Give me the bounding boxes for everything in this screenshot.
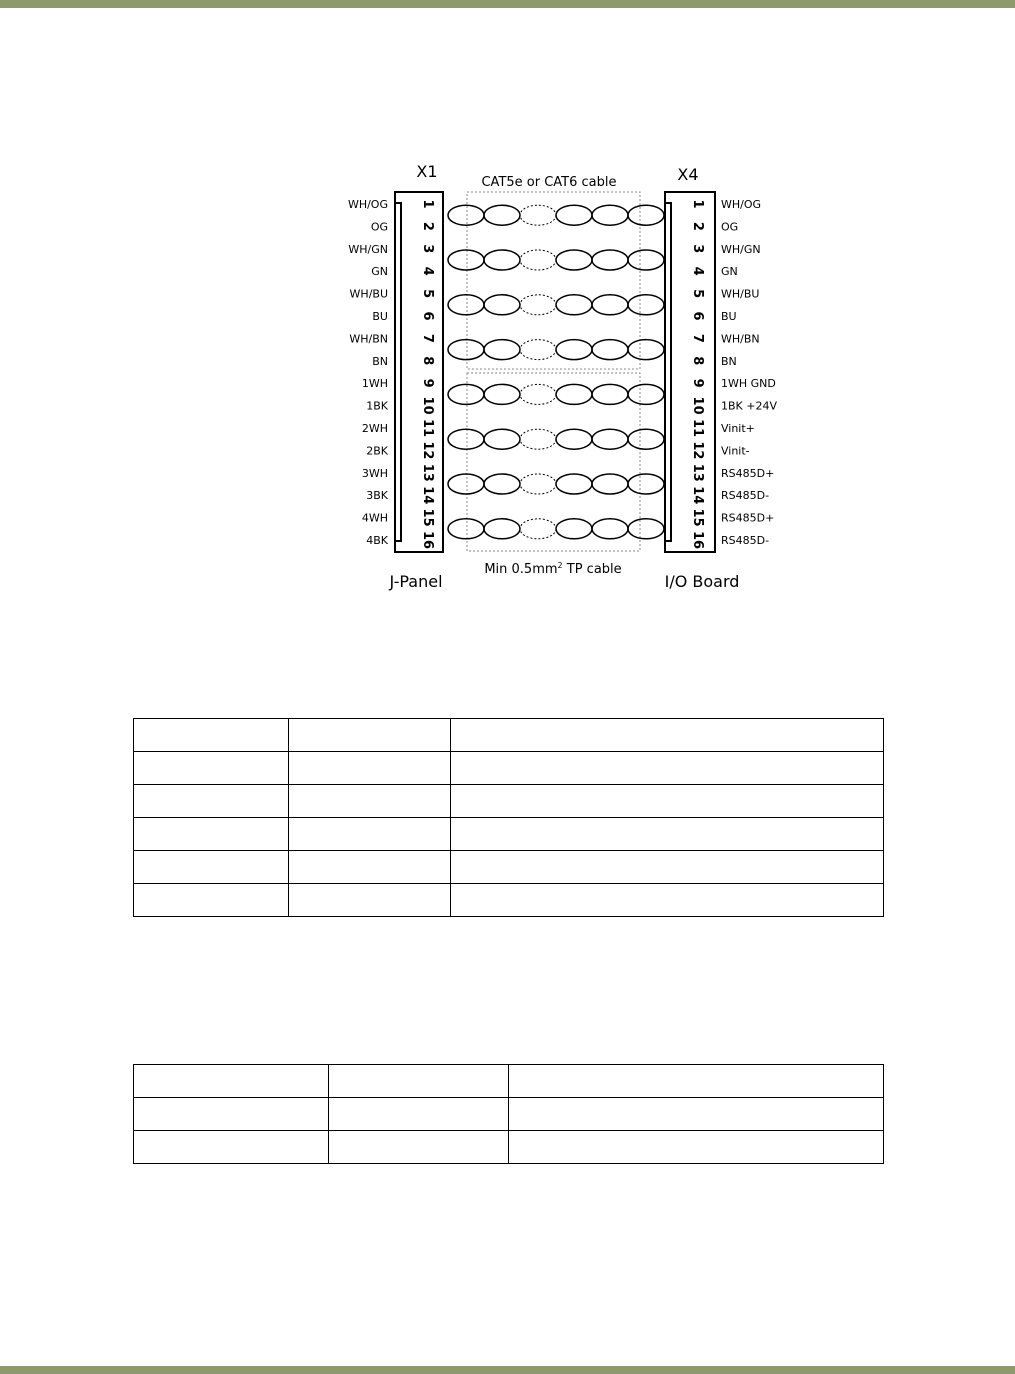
twist-loop (592, 519, 628, 539)
cable-top-label: CAT5e or CAT6 cable (481, 175, 617, 190)
left-pin-number: 10 (420, 396, 435, 415)
table-cell (134, 818, 289, 851)
data-table-1 (133, 718, 884, 917)
right-wire-label: RS485D- (721, 489, 770, 503)
table-row (134, 785, 884, 818)
right-pin-number: 13 (690, 463, 705, 482)
twist-loop (628, 205, 664, 225)
table-cell (509, 1131, 884, 1164)
right-pin-number: 9 (690, 378, 705, 388)
twist-loop (556, 519, 592, 539)
left-wire-label: WH/GN (348, 242, 388, 256)
twist-loop (448, 295, 484, 315)
twisted-pair (448, 519, 664, 539)
twist-loop (628, 474, 664, 494)
table-cell (451, 851, 884, 884)
table-cell (329, 1065, 509, 1098)
twist-loop (520, 519, 556, 539)
twisted-pair (448, 340, 664, 360)
twist-loop (592, 250, 628, 270)
table-row (134, 851, 884, 884)
table-cell (289, 752, 451, 785)
table-cell (329, 1131, 509, 1164)
cat-cable-box (467, 192, 640, 369)
left-wire-label: WH/BU (349, 287, 388, 301)
right-wire-label: WH/BU (721, 287, 760, 301)
left-pin-number: 2 (420, 221, 435, 231)
table-row (134, 719, 884, 752)
right-wire-label: RS485D+ (721, 511, 775, 525)
twist-loop (448, 340, 484, 360)
right-wire-label: RS485D- (721, 534, 770, 547)
left-wire-label: 3BK (366, 489, 388, 503)
table-row (134, 1065, 884, 1098)
twist-loop (628, 429, 664, 449)
left-wire-label: WH/OG (347, 198, 388, 211)
table-cell (509, 1065, 884, 1098)
tp-cable-box (467, 373, 640, 551)
left-wire-label: BU (372, 310, 388, 323)
right-pin-number: 3 (690, 244, 705, 254)
twist-loop (556, 250, 592, 270)
twist-loop (520, 384, 556, 404)
table-row (134, 884, 884, 917)
right-connector-label: I/O Board (664, 572, 740, 591)
twist-loop (448, 429, 484, 449)
twist-loop (520, 205, 556, 225)
right-pin-number: 2 (690, 221, 705, 231)
right-pin-number: 15 (690, 508, 705, 527)
twist-loop (592, 205, 628, 225)
table-cell (289, 851, 451, 884)
right-wire-label: BN (721, 354, 737, 368)
right-pin-number: 1 (690, 199, 705, 209)
twisted-pair (448, 205, 664, 225)
left-pin-number: 9 (420, 378, 435, 388)
twist-loop (592, 295, 628, 315)
twist-loop (484, 519, 520, 539)
left-pin-number: 3 (420, 244, 435, 254)
right-wire-label: WH/GN (721, 242, 761, 256)
twist-loop (484, 205, 520, 225)
table-row (134, 818, 884, 851)
right-wire-label: OG (721, 220, 739, 234)
table-row (134, 1131, 884, 1164)
right-wire-label: RS485D+ (721, 466, 775, 480)
table-cell (134, 884, 289, 917)
right-pin-number: 10 (690, 396, 705, 415)
table-cell (134, 1065, 329, 1098)
twist-loop (520, 340, 556, 360)
table-cell (134, 1098, 329, 1131)
twisted-pair (448, 250, 664, 270)
twist-loop (520, 250, 556, 270)
twist-loop (628, 250, 664, 270)
table-cell (451, 884, 884, 917)
left-pin-number: 6 (420, 311, 435, 321)
twist-loop (484, 295, 520, 315)
right-pin-number: 14 (690, 486, 705, 505)
table-cell (289, 818, 451, 851)
right-pin-number: 8 (690, 356, 705, 366)
right-pin-number: 12 (690, 441, 705, 460)
left-pin-number: 12 (420, 441, 435, 460)
left-pin-number: 5 (420, 289, 435, 299)
twist-loop (592, 384, 628, 404)
twisted-pair (448, 429, 664, 449)
right-wire-label: BU (721, 310, 737, 323)
table-cell (134, 1131, 329, 1164)
table-cell (289, 884, 451, 917)
right-pin-number: 4 (690, 266, 705, 276)
left-connector-name: X1 (416, 162, 438, 181)
right-wire-label: 1BK +24V (721, 399, 777, 413)
table-cell (451, 719, 884, 752)
twisted-pair (448, 474, 664, 494)
right-pin-number: 7 (690, 333, 705, 343)
twist-loop (628, 519, 664, 539)
right-wire-label: Vinit+ (721, 422, 755, 435)
right-pin-number: 11 (690, 418, 705, 438)
left-pin-number: 1 (420, 199, 435, 209)
right-wire-label: Vinit- (721, 444, 750, 458)
table-cell (289, 785, 451, 818)
left-pin-number: 8 (420, 356, 435, 366)
wiring-diagram-svg (330, 155, 790, 600)
left-wire-label: 1BK (366, 399, 388, 413)
left-pin-number: 13 (420, 463, 435, 482)
table-cell (289, 719, 451, 752)
cable-bottom-label: Min $0.5mm^2$ TP cable (484, 561, 622, 577)
twist-loop (628, 340, 664, 360)
twist-loop (556, 205, 592, 225)
left-wire-label: 2BK (366, 444, 388, 458)
right-pin-number: 16 (690, 530, 705, 550)
table-cell (509, 1098, 884, 1131)
twist-loop (592, 429, 628, 449)
twist-loop (484, 429, 520, 449)
twist-loop (592, 340, 628, 360)
twist-loop (520, 429, 556, 449)
twist-loop (556, 340, 592, 360)
left-wire-label: BN (372, 354, 388, 368)
twist-loop (448, 250, 484, 270)
twist-loop (556, 295, 592, 315)
left-pin-number: 7 (420, 333, 435, 343)
left-pin-number: 15 (420, 508, 435, 527)
left-wire-label: 1WH (361, 377, 388, 391)
data-table-2 (133, 1064, 884, 1164)
right-pin-number: 6 (690, 311, 705, 321)
table-cell (329, 1098, 509, 1131)
twist-loop (448, 474, 484, 494)
right-wire-label: GN (721, 265, 738, 279)
table-row (134, 1098, 884, 1131)
left-pin-number: 16 (420, 530, 435, 550)
right-pin-number: 5 (690, 289, 705, 299)
twist-loop (628, 384, 664, 404)
left-connector-label: J-Panel (389, 572, 443, 591)
table-cell (134, 752, 289, 785)
twist-loop (448, 205, 484, 225)
table-row (134, 752, 884, 785)
table-cell (134, 785, 289, 818)
twist-loop (556, 384, 592, 404)
twist-loop (592, 474, 628, 494)
twist-loop (448, 519, 484, 539)
left-wire-labels (348, 198, 389, 547)
twist-loop (628, 295, 664, 315)
left-wire-label: 4WH (361, 511, 388, 525)
twist-loop (556, 474, 592, 494)
table-cell (134, 851, 289, 884)
table-cell (451, 752, 884, 785)
right-wire-label: WH/BN (721, 332, 760, 346)
twisted-pair (448, 384, 664, 404)
left-pin-number: 11 (420, 418, 435, 438)
twist-loop (520, 474, 556, 494)
twist-loop (484, 340, 520, 360)
right-connector-name: X4 (677, 165, 699, 184)
twist-loop (448, 384, 484, 404)
right-wire-labels (721, 198, 777, 547)
left-pin-number: 4 (420, 266, 435, 276)
table-cell (451, 785, 884, 818)
left-wire-label: 3WH (361, 466, 388, 480)
table-cell (451, 818, 884, 851)
right-wire-label: WH/OG (721, 198, 762, 211)
left-wire-label: OG (370, 220, 388, 234)
twist-loop (556, 429, 592, 449)
left-wire-label: GN (371, 265, 388, 279)
twist-loop (484, 384, 520, 404)
twist-loop (484, 474, 520, 494)
right-wire-label: 1WH GND (721, 377, 776, 391)
twisted-pair (448, 295, 664, 315)
twist-loop (520, 295, 556, 315)
top-border-band (0, 0, 1015, 8)
table-cell (134, 719, 289, 752)
twisted-pairs (448, 205, 664, 539)
left-wire-label: 4BK (366, 534, 388, 547)
left-wire-label: WH/BN (349, 332, 388, 346)
wiring-diagram (330, 155, 790, 600)
twist-loop (484, 250, 520, 270)
left-pin-number: 14 (420, 486, 435, 505)
left-wire-label: 2WH (361, 422, 388, 435)
